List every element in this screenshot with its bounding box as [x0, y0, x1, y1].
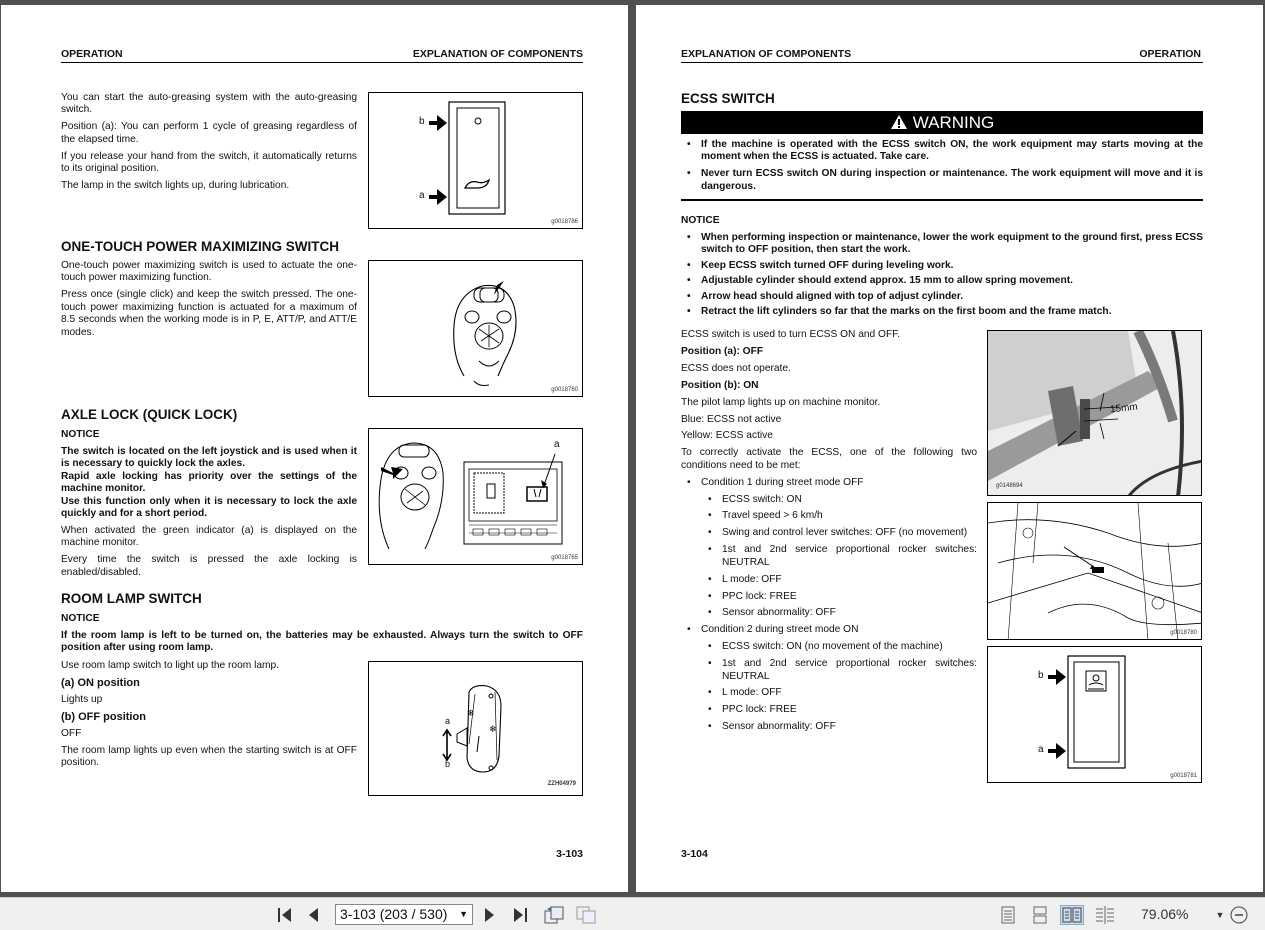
- label-b: b: [419, 116, 425, 127]
- list-item: • L mode: OFF: [681, 687, 977, 699]
- next-page-button[interactable]: [481, 905, 499, 925]
- zoom-level[interactable]: 79.06%: [1141, 906, 1189, 922]
- list-item: • Condition 2 during street mode ON: [681, 624, 977, 636]
- figure-code: g0018765: [551, 555, 578, 561]
- paragraph: Lights up: [61, 693, 103, 705]
- paragraph: When activated the green indicator (a) is displayed on the machine monitor.: [61, 524, 357, 549]
- room-lamp-illustration: [369, 662, 583, 796]
- header-right: EXPLANATION OF COMPONENTS: [412, 48, 583, 60]
- figure-code: g0018786: [551, 219, 578, 225]
- warning-list: [681, 139, 1203, 198]
- page-3-103: [1, 5, 628, 892]
- single-page-icon: [1001, 906, 1015, 924]
- power-max-text: [61, 260, 357, 343]
- previous-page-icon: [307, 907, 319, 923]
- paragraph: Use room lamp switch to light up the room lamp.: [61, 660, 279, 671]
- single-page-view-button[interactable]: [997, 905, 1019, 925]
- figure-code: g0018760: [551, 387, 578, 393]
- label-a: a: [445, 716, 451, 726]
- ecss-notice: [681, 215, 1203, 321]
- list-item: • When performing inspection or maintenance, lower the work equipment to the ground first, press ECSS switch to OFF position, then start the work.: [681, 232, 1203, 257]
- svg-text:❄: ❄: [467, 708, 475, 718]
- section-title-room-lamp: ROOM LAMP SWITCH: [61, 591, 202, 606]
- ecss-cylinder-photo: [988, 331, 1202, 496]
- two-page-continuous-view-button[interactable]: [1094, 905, 1116, 925]
- list-item: • Swing and control lever switches: OFF (no movement): [681, 527, 977, 539]
- figure-ecss-switch: [987, 646, 1202, 783]
- zoom-dropdown-icon[interactable]: ▼: [1215, 910, 1225, 920]
- label-a: a: [419, 190, 425, 201]
- room-lamp-notice: [61, 613, 583, 659]
- ecss-body: [681, 329, 977, 738]
- zoom-out-icon: [1230, 906, 1248, 924]
- figure-axle-lock: [368, 428, 583, 565]
- position-a-title: Position (a): OFF: [681, 345, 764, 357]
- paragraph: Yellow: ECSS active: [681, 430, 773, 442]
- section-title-power-max: ONE-TOUCH POWER MAXIMIZING SWITCH: [61, 239, 339, 254]
- paragraph: ECSS switch is used to turn ECSS ON and OFF.: [681, 329, 901, 340]
- list-item: • Arrow head should aligned with top of adjust cylinder.: [681, 291, 1203, 303]
- paragraph: Press once (single click) and keep the switch pressed. The one-touch power maximizing function is actuated for a maximum of 8.5 seconds when the working mode is in P, E, ATT/P, and ATT/E modes.: [61, 289, 357, 338]
- figure-ecss-photo: [987, 330, 1202, 496]
- list-item: • 1st and 2nd service proportional rocker switches: NEUTRAL: [681, 658, 977, 683]
- label-a: a: [554, 439, 560, 450]
- previous-view-button[interactable]: [542, 905, 566, 925]
- header-rule: [681, 62, 1203, 63]
- list-item: • L mode: OFF: [681, 574, 977, 586]
- page-number-field[interactable]: [335, 904, 473, 925]
- list-item: • If the machine is operated with the ECSS switch ON, the work equipment may starts moving at the moment when the ECSS is actuated. Take care.: [681, 139, 1203, 164]
- ecss-location-drawing: [988, 503, 1202, 640]
- notice-line: Use this function only when it is necessary to lock the axle quickly and for a short period.: [61, 495, 357, 519]
- notice-line: If the room lamp is left to be turned on, the batteries may be exhausted. Always turn the switch to OFF position after using room lamp.: [61, 629, 583, 654]
- list-item: • Retract the lift cylinders so far that the marks on the first boom and the frame match.: [681, 306, 1203, 318]
- paragraph: ECSS does not operate.: [681, 362, 791, 374]
- page-3-104: [636, 5, 1263, 892]
- figure-code: g0018781: [1170, 773, 1197, 779]
- continuous-view-button[interactable]: [1029, 905, 1051, 925]
- list-item: • PPC lock: FREE: [681, 704, 977, 716]
- continuous-page-icon: [1033, 906, 1047, 924]
- switch-illustration: [369, 93, 583, 229]
- header-left: EXPLANATION OF COMPONENTS: [681, 48, 852, 60]
- list-item: • Keep ECSS switch turned OFF during leveling work.: [681, 260, 1203, 272]
- paragraph: If you release your hand from the switch, it automatically returns to its original position.: [61, 150, 357, 175]
- warning-rule: [681, 199, 1203, 201]
- last-page-button[interactable]: [509, 905, 531, 925]
- position-b-title: Position (b): ON: [681, 379, 759, 391]
- ecss-switch-illustration: [988, 647, 1202, 783]
- notice-label: NOTICE: [681, 215, 720, 226]
- paragraph: Every time the switch is pressed the axle locking is enabled/disabled.: [61, 554, 357, 578]
- header-right: OPERATION: [1139, 48, 1201, 60]
- list-item: • Travel speed > 6 km/h: [681, 510, 977, 522]
- figure-room-lamp: [368, 661, 583, 796]
- notice-label: NOTICE: [61, 429, 100, 440]
- paragraph: The room lamp lights up even when the starting switch is at OFF position.: [61, 744, 357, 768]
- autogrease-text: [61, 92, 357, 197]
- room-lamp-text: [61, 660, 357, 774]
- next-page-icon: [484, 907, 496, 923]
- joystick-illustration: [369, 261, 583, 397]
- list-item: • 1st and 2nd service proportional rocker switches: NEUTRAL: [681, 544, 977, 569]
- axle-lock-text: [61, 429, 357, 583]
- figure-code: ZZH04979: [547, 781, 576, 787]
- section-title-axle-lock: AXLE LOCK (QUICK LOCK): [61, 407, 238, 422]
- section-title-ecss: ECSS SWITCH: [681, 91, 775, 106]
- label-b: b: [445, 759, 451, 769]
- page-number: 3-103: [556, 848, 583, 860]
- previous-page-button[interactable]: [304, 905, 322, 925]
- label-a: a: [1038, 744, 1044, 755]
- next-view-icon: [575, 906, 597, 924]
- list-item: • Adjustable cylinder should extend approx. 15 mm to allow spring movement.: [681, 275, 1203, 287]
- paragraph: Blue: ECSS not active: [681, 413, 782, 425]
- warning-triangle-icon: [890, 113, 908, 136]
- off-position-title: (b) OFF position: [61, 710, 146, 723]
- figure-code: g0018780: [1170, 630, 1197, 636]
- figure-autogrease-switch: [368, 92, 583, 229]
- zoom-out-button[interactable]: [1229, 905, 1249, 925]
- paragraph: Position (a): You can perform 1 cycle of greasing regardless of the elapsed time.: [61, 121, 357, 145]
- two-page-continuous-icon: [1095, 906, 1115, 924]
- figure-ecss-location: [987, 502, 1202, 640]
- list-item: • ECSS switch: ON (no movement of the machine): [681, 641, 977, 653]
- bottom-toolbar: [0, 897, 1265, 930]
- first-page-button[interactable]: [274, 905, 296, 925]
- paragraph: One-touch power maximizing switch is used to actuate the one-touch power maximizing function.: [61, 260, 357, 284]
- last-page-icon: [512, 907, 528, 923]
- figure-joystick: [368, 260, 583, 397]
- list-item: • Sensor abnormality: OFF: [681, 607, 977, 619]
- list-item: • PPC lock: FREE: [681, 591, 977, 603]
- list-item: • ECSS switch: ON: [681, 494, 977, 506]
- warning-banner: [681, 111, 1203, 134]
- header-rule: [61, 62, 583, 63]
- list-item: • Never turn ECSS switch ON during inspection or maintenance. The work equipment will move and it is dangerous.: [681, 168, 1203, 193]
- two-page-icon: [1062, 907, 1082, 923]
- next-view-button[interactable]: [574, 905, 598, 925]
- figure-code: g0148694: [996, 483, 1023, 489]
- header-left: OPERATION: [61, 48, 123, 60]
- previous-view-icon: [543, 906, 565, 924]
- label-b: b: [1038, 670, 1044, 681]
- page-number-value: 3-103 (203 / 530): [340, 906, 448, 922]
- svg-text:❄: ❄: [489, 724, 497, 734]
- two-page-view-button[interactable]: [1060, 905, 1084, 925]
- paragraph: OFF: [61, 727, 82, 739]
- paragraph: The pilot lamp lights up on machine monitor.: [681, 396, 881, 408]
- dimension-label: 15mm: [1109, 401, 1139, 416]
- page-number: 3-104: [681, 848, 708, 860]
- paragraph: You can start the auto-greasing system with the auto-greasing switch.: [61, 92, 357, 116]
- notice-line: The switch is located on the left joystick and is used when it is necessary to quickly lock the axles.: [61, 445, 357, 470]
- notice-line: Rapid axle locking has priority over the settings of the machine monitor.: [61, 470, 357, 495]
- paragraph: The lamp in the switch lights up, during lubrication.: [61, 179, 290, 191]
- notice-label: NOTICE: [61, 613, 100, 624]
- page-dropdown-icon[interactable]: ▼: [459, 909, 468, 919]
- list-item: • Sensor abnormality: OFF: [681, 721, 977, 733]
- on-position-title: (a) ON position: [61, 676, 140, 689]
- first-page-icon: [277, 907, 293, 923]
- list-item: • Condition 1 during street mode OFF: [681, 477, 977, 489]
- warning-label: WARNING: [912, 113, 995, 132]
- paragraph: To correctly activate the ECSS, one of the following two conditions need to be met:: [681, 447, 977, 471]
- axle-lock-illustration: [369, 429, 583, 565]
